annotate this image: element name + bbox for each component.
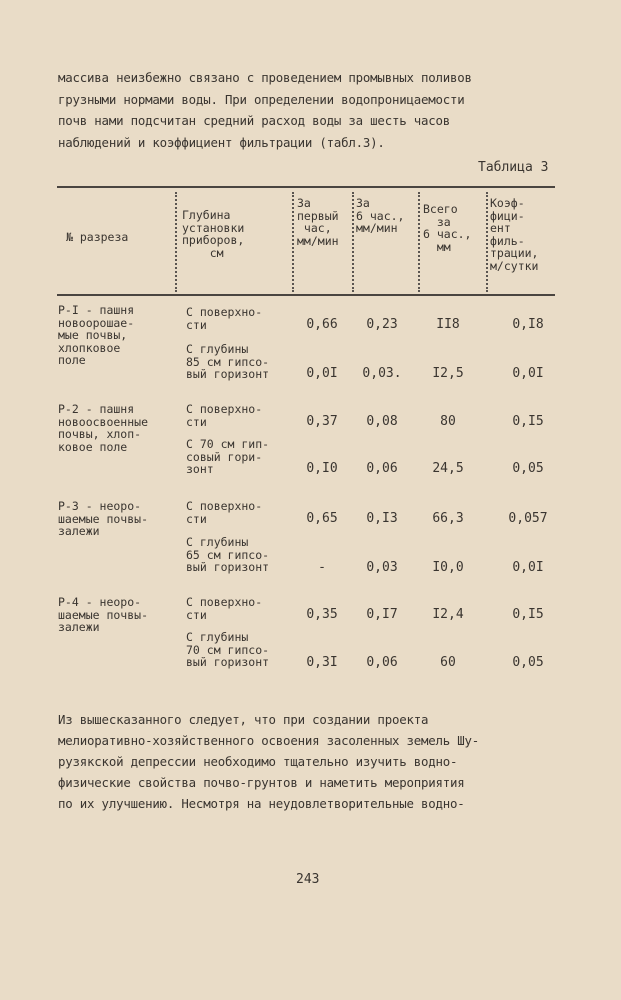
depth-cell: С 70 см гип- совый гори- зонт bbox=[186, 437, 270, 476]
conclusion-line: Из вышесказанного следует, что при создании проекта bbox=[58, 712, 429, 727]
total-value: II8 bbox=[436, 317, 460, 332]
total-value: 80 bbox=[440, 414, 456, 429]
header-total: Всего за 6 час., мм bbox=[423, 202, 472, 254]
table-top-rule bbox=[57, 186, 555, 188]
first-hour-value: - bbox=[318, 560, 326, 575]
coefficient-value: 0,05 bbox=[512, 655, 544, 670]
six-hour-value: 0,23 bbox=[366, 317, 398, 332]
conclusion-line: мелиоративно-хозяйственного освоения засоленных земель Шу- bbox=[58, 733, 480, 748]
intro-line: массива неизбежно связано с проведением промывных поливов bbox=[58, 70, 472, 85]
six-hour-value: 0,I7 bbox=[366, 607, 398, 622]
coefficient-value: 0,I8 bbox=[512, 317, 544, 332]
first-hour-value: 0,35 bbox=[306, 607, 338, 622]
first-hour-value: 0,3I bbox=[306, 655, 338, 670]
intro-line: почв нами подсчитан средний расход воды за шесть часов bbox=[58, 113, 451, 128]
coefficient-value: 0,I5 bbox=[512, 607, 544, 622]
first-hour-value: 0,65 bbox=[306, 511, 338, 526]
page-number: 243 bbox=[296, 872, 320, 887]
column-divider bbox=[292, 192, 294, 292]
depth-cell: С глубины 85 см гипсо- вый горизонт bbox=[186, 342, 270, 381]
coefficient-value: 0,0I bbox=[512, 560, 544, 575]
depth-cell: С поверхно- сти bbox=[186, 499, 263, 526]
total-value: I2,4 bbox=[432, 607, 464, 622]
intro-line: грузными нормами воды. При определении водопроницаемости bbox=[58, 92, 465, 107]
conclusion-line: по их улучшению. Несмотря на неудовлетворительные водно- bbox=[58, 796, 465, 811]
coefficient-value: 0,I5 bbox=[512, 414, 544, 429]
first-hour-value: 0,I0 bbox=[306, 461, 338, 476]
column-divider bbox=[352, 192, 354, 292]
section-name: Р-3 - неоро- шаемые почвы- залежи bbox=[58, 499, 149, 538]
depth-cell: С поверхно- сти bbox=[186, 595, 263, 622]
six-hour-value: 0,I3 bbox=[366, 511, 398, 526]
table-caption: Таблица 3 bbox=[478, 160, 549, 175]
column-divider bbox=[418, 192, 420, 292]
first-hour-value: 0,37 bbox=[306, 414, 338, 429]
depth-cell: С глубины 65 см гипсо- вый горизонт bbox=[186, 535, 270, 574]
header-six-hours: За 6 час., мм/мин bbox=[356, 196, 405, 235]
coefficient-value: 0,0I bbox=[512, 366, 544, 381]
total-value: 66,3 bbox=[432, 511, 464, 526]
column-divider bbox=[486, 192, 488, 292]
conclusion-line: рузякской депрессии необходимо тщательно изучить водно- bbox=[58, 754, 458, 769]
depth-cell: С глубины 70 см гипсо- вый горизонт bbox=[186, 630, 270, 669]
section-name: Р-2 - пашня новоосвоенные почвы, хлоп- ковое поле bbox=[58, 402, 149, 454]
six-hour-value: 0,03. bbox=[362, 366, 402, 381]
column-divider bbox=[175, 192, 177, 292]
header-first-hour: За первый час, мм/мин bbox=[297, 196, 339, 248]
header-coefficient: Коэф- фици- ент филь- трации, м/сутки bbox=[490, 196, 539, 273]
total-value: I0,0 bbox=[432, 560, 464, 575]
first-hour-value: 0,66 bbox=[306, 317, 338, 332]
total-value: 60 bbox=[440, 655, 456, 670]
coefficient-value: 0,057 bbox=[508, 511, 548, 526]
header-section: № разреза bbox=[66, 230, 129, 244]
conclusion-line: физические свойства почво-грунтов и наметить мероприятия bbox=[58, 775, 465, 790]
first-hour-value: 0,0I bbox=[306, 366, 338, 381]
six-hour-value: 0,06 bbox=[366, 461, 398, 476]
table-header-rule bbox=[57, 294, 555, 296]
section-name: Р-I - пашня новоорошае- мые почвы, хлопковое поле bbox=[58, 303, 135, 367]
six-hour-value: 0,06 bbox=[366, 655, 398, 670]
header-depth: Глубина установки приборов, см bbox=[182, 208, 245, 260]
six-hour-value: 0,08 bbox=[366, 414, 398, 429]
six-hour-value: 0,03 bbox=[366, 560, 398, 575]
total-value: 24,5 bbox=[432, 461, 464, 476]
depth-cell: С поверхно- сти bbox=[186, 402, 263, 429]
section-name: Р-4 - неоро- шаемые почвы- залежи bbox=[58, 595, 149, 634]
total-value: I2,5 bbox=[432, 366, 464, 381]
coefficient-value: 0,05 bbox=[512, 461, 544, 476]
intro-line: наблюдений и коэффициент фильтрации (табл.3). bbox=[58, 135, 385, 150]
depth-cell: С поверхно- сти bbox=[186, 305, 263, 332]
